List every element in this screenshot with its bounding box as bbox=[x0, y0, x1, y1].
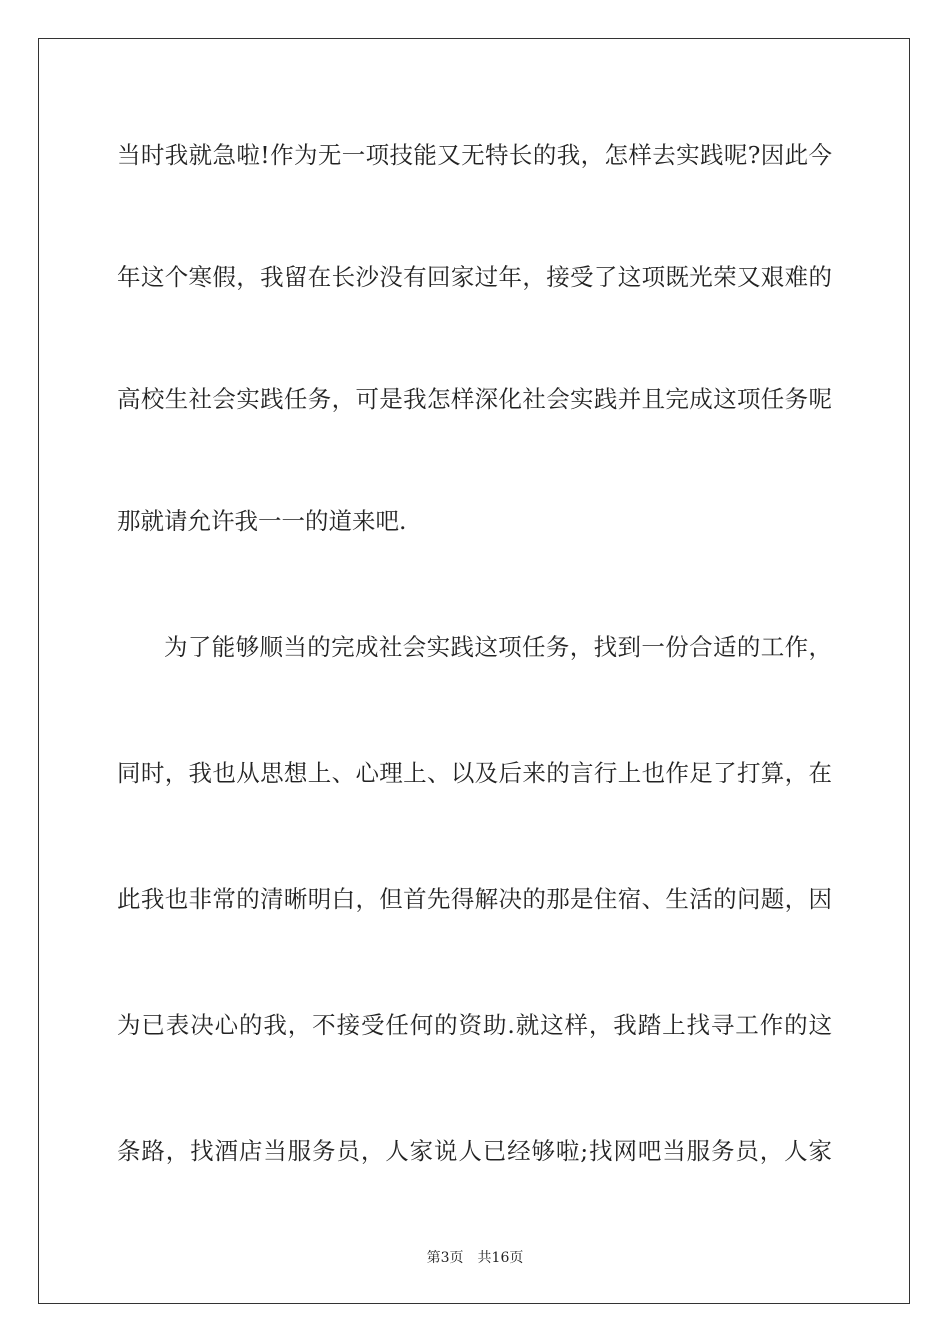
page-border bbox=[38, 38, 910, 1304]
text-line-2: 年这个寒假，我留在长沙没有回家过年，接受了这项既光荣又艰难的 bbox=[117, 263, 832, 291]
text-line-4: 那就请允许我一一的道来吧. bbox=[117, 507, 407, 535]
text-line-8: 为已表决心的我，不接受任何的资助.就这样，我踏上找寻工作的这 bbox=[117, 1011, 832, 1039]
text-line-7: 此我也非常的清晰明白，但首先得解决的那是住宿、生活的问题，因 bbox=[117, 885, 832, 913]
page-footer: 第3页 共16页 bbox=[426, 1250, 524, 1266]
text-line-3: 高校生社会实践任务，可是我怎样深化社会实践并且完成这项任务呢 bbox=[117, 385, 832, 413]
text-line-1: 当时我就急啦!作为无一项技能又无特长的我，怎样去实践呢?因此今 bbox=[117, 141, 832, 169]
text-line-9: 条路，找酒店当服务员，人家说人已经够啦;找网吧当服务员，人家 bbox=[117, 1137, 832, 1165]
text-line-6: 同时，我也从思想上、心理上、以及后来的言行上也作足了打算，在 bbox=[117, 759, 832, 787]
text-line-5: 为了能够顺当的完成社会实践这项任务，找到一份合适的工作， bbox=[164, 633, 832, 661]
